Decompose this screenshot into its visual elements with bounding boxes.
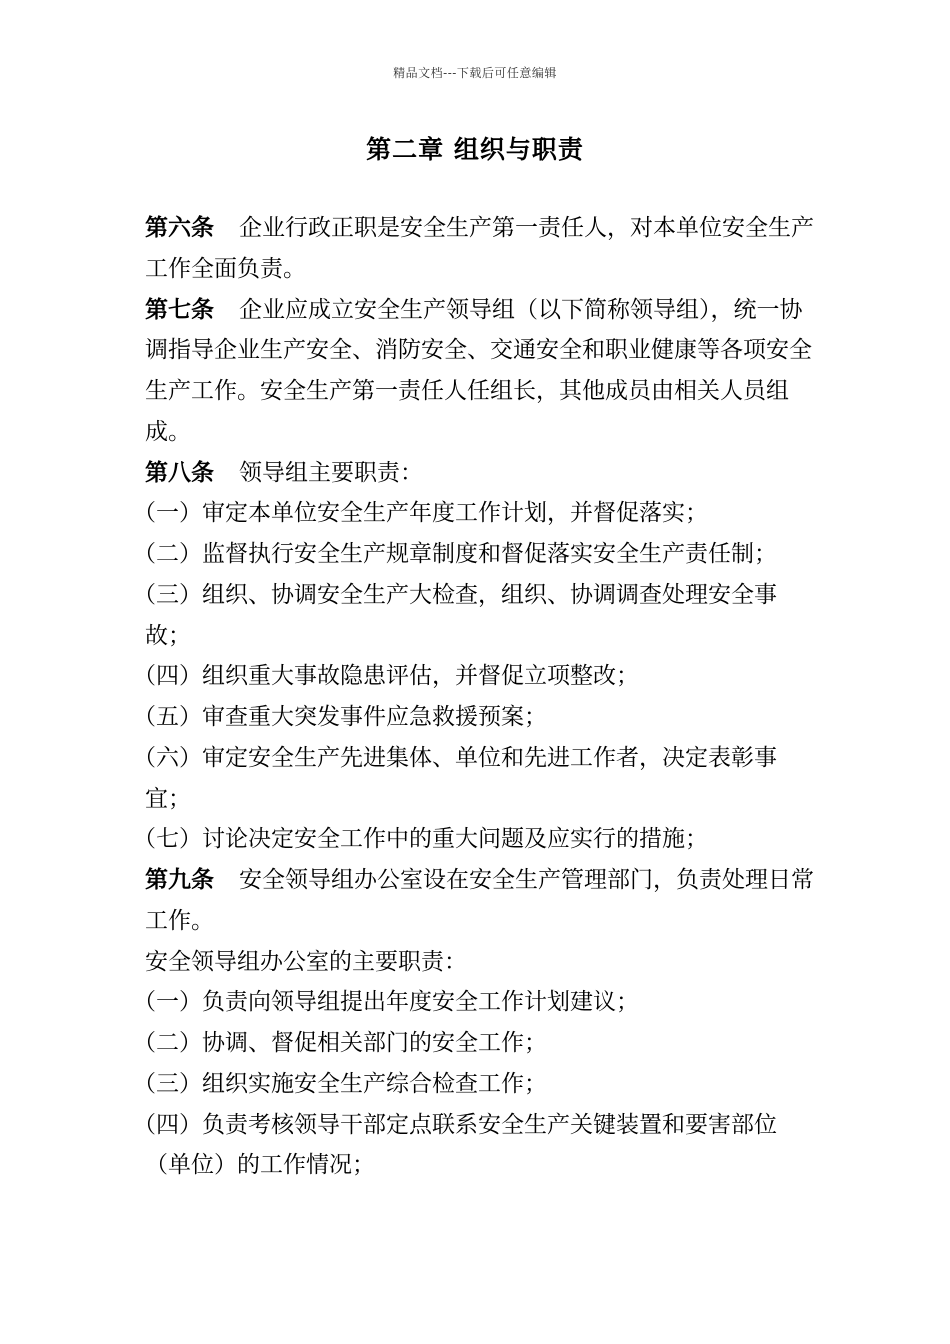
- article-8-item-1: （一）审定本单位安全生产年度工作计划，并督促落实；: [133, 500, 708, 527]
- document-body: [133, 208, 815, 1186]
- office-item-1: （一）负责向领导组提出年度安全工作计划建议；: [133, 989, 639, 1016]
- office-item-2: （二）协调、督促相关部门的安全工作；: [133, 1030, 547, 1056]
- article-8-item-3: （三）组织、协调安全生产大检查，组织、协调调查处理安全事故；: [133, 581, 777, 649]
- article-8-item-4: （四）组织重大事故隐患评估，并督促立项整改；: [133, 663, 639, 690]
- article-9-text: 安全领导组办公室设在安全生产管理部门，负责处理日常工作。: [145, 867, 814, 934]
- article-8-text: 领导组主要职责：: [239, 459, 423, 486]
- article-7: [145, 290, 815, 453]
- office-item-4: （四）负责考核领导干部定点联系安全生产关键装置和要害部位（单位）的工作情况；: [133, 1111, 777, 1179]
- article-8: [145, 453, 815, 494]
- article-9: [145, 860, 815, 942]
- article-8-label: 第八条: [145, 459, 214, 486]
- article-8-item-6: （六）审定安全生产先进集体、单位和先进工作者，决定表彰事宜；: [133, 744, 777, 812]
- article-9-label: 第九条: [145, 867, 214, 893]
- office-duties-intro: 安全领导组办公室的主要职责：: [145, 948, 467, 975]
- article-8-item-7: （七）讨论决定安全工作中的重大问题及应实行的措施；: [133, 826, 708, 853]
- article-6: [145, 208, 815, 290]
- page-header-watermark: 精品文档---下载后可任意编辑: [393, 66, 557, 80]
- article-7-text: 企业应成立安全生产领导组（以下简称领导组），统一协调指导企业生产安全、消防安全、交通安全和职业健康等各项安全生产工作。安全生产第一责任人任组长，其他成员由相关人员组成。: [145, 296, 812, 445]
- office-item-3: （三）组织实施安全生产综合检查工作；: [133, 1070, 547, 1097]
- article-7-label: 第七条: [145, 296, 214, 323]
- article-8-item-5: （五）审查重大突发事件应急救援预案；: [133, 704, 547, 730]
- article-6-label: 第六条: [145, 215, 214, 241]
- article-8-item-2: （二）监督执行安全生产规章制度和督促落实安全生产责任制；: [133, 541, 777, 567]
- article-6-text: 企业行政正职是安全生产第一责任人，对本单位安全生产工作全面负责。: [145, 215, 814, 282]
- chapter-title: 第二章 组织与职责: [366, 135, 584, 164]
